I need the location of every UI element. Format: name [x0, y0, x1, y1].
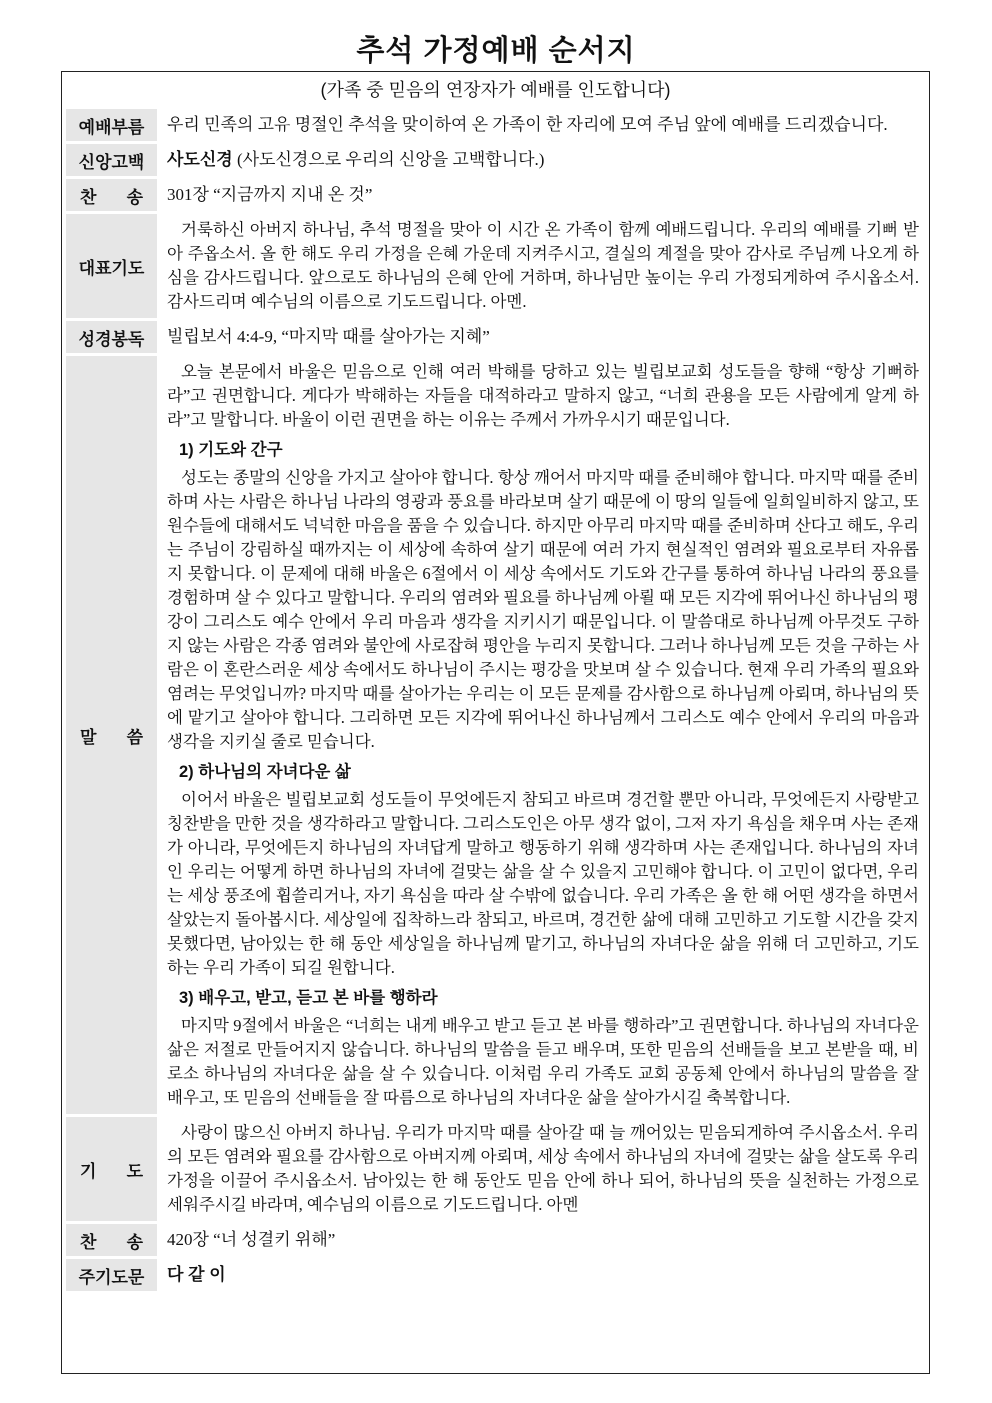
- call-to-worship-text: 우리 민족의 고유 명절인 추석을 맞이하여 온 가족이 한 자리에 모여 주님 앞에 예배를 드리겠습니다.: [167, 115, 888, 134]
- label-lords-prayer: 주기도문: [66, 1259, 157, 1291]
- row-scripture: [66, 321, 925, 353]
- label-char: 찬: [80, 1232, 97, 1252]
- creed-title: 사도신경: [167, 150, 233, 169]
- section-text: 마지막 9절에서 바울은 “너희는 내게 배우고 받고 듣고 본 바를 행하라”고 권면합니다. 하나님의 자녀다운 삶은 저절로 만들어지지 않습니다. 하나님의 말씀을 듣고 배우며, 또한 믿음의 선배들을 보고 본받을 때, 비로소 하나님의 자녀다운 삶을 살 수 있습니다. 이처럼 우리 가족도 교회 공동체 안에서 하나님의 말씀을 잘 배우고, 또 믿음의 선배들을 잘 따름으로 하나님의 자녀다운 삶을 살아가시길 축복합니다.: [167, 1016, 919, 1107]
- row-representative-prayer: [66, 214, 925, 318]
- label-representative-prayer: 대표기도: [66, 214, 157, 318]
- row-hymn-2: [66, 1224, 925, 1256]
- section-text: 성도는 종말의 신앙을 가지고 살아야 합니다. 항상 깨어서 마지막 때를 준비해야 합니다. 마지막 때를 준비하며 사는 사람은 하나님 나라의 영광과 풍요를 바라보며 살기 때문에 이 땅의 일들에 일희일비하지 않고, 또 원수들에 대해서도 넉넉한 마음을 품을 수 있습니다. 하지만 아무리 마지막 때를 준비하며 산다고 해도, 우리는 주님이 강림하실 때까지는 이 세상에 속하여 살기 때문에 여러 가지 현실적인 염려와 필요로부터 자유롭지 못합니다. 이 문제에 대해 바울은 6절에서 이 세상 속에서도 기도와 간구를 통하여 하나님 나라의 풍요를 경험하며 살 수 있다고 말합니다. 우리의 염려와 필요를 하나님께 아뢸 때 모든 지각에 뛰어나신 하나님의 평강이 그리스도 예수 안에서 우리 마음과 생각을 지키시기 때문입니다. 이 말씀대로 하나님께 아무것도 구하지 않는 사람은 각종 염려와 불안에 사로잡혀 평안을 누리지 못합니다. 그러나 하나님께 모든 것을 구하는 사람은 이 혼란스러운 세상 속에서도 하나님이 주시는 평강을 맛보며 살 수 있습니다. 현재 우리 가족의 필요와 염려는 무엇입니까? 마지막 때를 살아가는 우리는 이 모든 문제를 감사함으로 하나님께 아뢰며, 하나님의 뜻에 맡기고 살아야 합니다. 그리하면 모든 지각에 뛰어나신 하나님께서 그리스도 예수 안에서 우리의 마음과 생각을 지키실 줄로 믿습니다.: [167, 468, 919, 751]
- label-char: 기: [80, 1161, 97, 1181]
- row-prayer: [66, 1117, 925, 1221]
- sermon-intro: 오늘 본문에서 바울은 믿음으로 인해 여러 박해를 당하고 있는 빌립보교회 성도들을 향해 “항상 기뻐하라”고 권면합니다. 게다가 박해하는 자들을 대적하라고 말하지 않고, “너희 관용을 모든 사람에게 알게 하라”고 말합니다. 바울이 이런 권면을 하는 이유는 주께서 가까우시기 때문입니다.: [167, 362, 919, 429]
- label-call-to-worship: 예배부름: [66, 109, 157, 141]
- label-char: 송: [126, 187, 143, 207]
- label-char: 씀: [126, 727, 143, 747]
- label-hymn: [66, 1224, 157, 1256]
- label-char: 찬: [80, 187, 97, 207]
- label-hymn: [66, 179, 157, 211]
- hymn-2-text: 420장 “너 성결키 위해”: [167, 1230, 336, 1249]
- scripture-text: 빌립보서 4:4-9, “마지막 때를 살아가는 지혜”: [167, 327, 490, 346]
- row-lords-prayer: [66, 1259, 925, 1291]
- label-char: 송: [126, 1232, 143, 1252]
- section-text: 이어서 바울은 빌립보교회 성도들이 무엇에든지 참되고 바르며 경건할 뿐만 아니라, 무엇에든지 사랑받고 칭찬받을 만한 것을 생각하라고 말합니다. 그리스도인은 아무 생각 없이, 그저 자기 욕심을 채우며 사는 존재가 아니라, 무엇에든지 하나님의 자녀답게 말하고 행동하기 위해 생각하며 사는 존재입니다. 하나님의 자녀인 우리는 어떻게 하면 하나님의 자녀에 걸맞는 삶을 살 수 있을지 고민해야 합니다. 이 고민이 없다면, 우리는 세상 풍조에 휩쓸리거나, 자기 욕심을 따라 살 수밖에 없습니다. 우리 가족은 올 한 해 어떤 생각을 하면서 살았는지 돌아봅시다. 세상일에 집착하느라 참되고, 바르며, 경건한 삶에 대해 고민하고 기도할 시간을 갖지 못했다면, 남아있는 한 해 동안 세상일을 하나님께 맡기고, 하나님의 자녀다운 삶을 위해 더 고민하고, 기도하는 우리 가족이 되길 원합니다.: [167, 790, 919, 977]
- subtitle: (가족 중 믿음의 연장자가 예배를 인도합니다): [320, 80, 671, 100]
- label-creed: 신앙고백: [66, 144, 157, 176]
- label-scripture: 성경봉독: [66, 321, 157, 353]
- row-call-to-worship: [66, 109, 925, 141]
- row-sermon: [66, 356, 925, 1114]
- section-heading: 3) 배우고, 받고, 듣고 본 바를 행하라: [179, 989, 438, 1007]
- section-heading: 2) 하나님의 자녀다운 삶: [179, 763, 351, 781]
- label-sermon: [66, 356, 157, 1114]
- hymn-1-text: 301장 “지금까지 지내 온 것”: [167, 185, 373, 204]
- representative-prayer-text: 거룩하신 아버지 하나님, 추석 명절을 맞아 이 시간 온 가족이 함께 예배드립니다. 우리의 예배를 기뻐 받아 주옵소서. 올 한 해도 우리 가정을 은혜 가운데 지켜주시고, 결실의 계절을 맞아 감사로 주님께 나오게 하심을 감사드립니다. 앞으로도 하나님의 은혜 안에 거하며, 하나님만 높이는 우리 가정되게하여 주시옵소서. 감사드리며 예수님의 이름으로 기도드립니다. 아멘.: [167, 220, 919, 311]
- label-char: 도: [126, 1161, 143, 1181]
- page-title: 추석 가정예배 순서지: [356, 35, 636, 67]
- sermon-body: [157, 356, 925, 1114]
- label-char: 말: [80, 727, 97, 747]
- lords-prayer-text: 다 같 이: [167, 1265, 226, 1284]
- section-heading: 1) 기도와 간구: [179, 441, 283, 459]
- order-of-worship-table: [61, 71, 930, 1374]
- creed-text: (사도신경으로 우리의 신앙을 고백합니다.): [236, 150, 545, 169]
- prayer-text: 사랑이 많으신 아버지 하나님. 우리가 마지막 때를 살아갈 때 늘 깨어있는 믿음되게하여 주시옵소서. 우리의 모든 염려와 필요를 감사함으로 아버지께 아뢰며, 세상 속에서 하나님의 자녀에 걸맞는 삶을 살도록 우리 가정을 이끌어 주시옵소서. 남아있는 한 해 동안도 믿음 안에 하나 되어, 하나님의 뜻을 실천하는 가정으로 세워주시길 바라며, 예수님의 이름으로 기도드립니다. 아멘: [167, 1123, 919, 1214]
- row-hymn-1: [66, 179, 925, 211]
- row-creed: [66, 144, 925, 176]
- label-prayer: [66, 1117, 157, 1221]
